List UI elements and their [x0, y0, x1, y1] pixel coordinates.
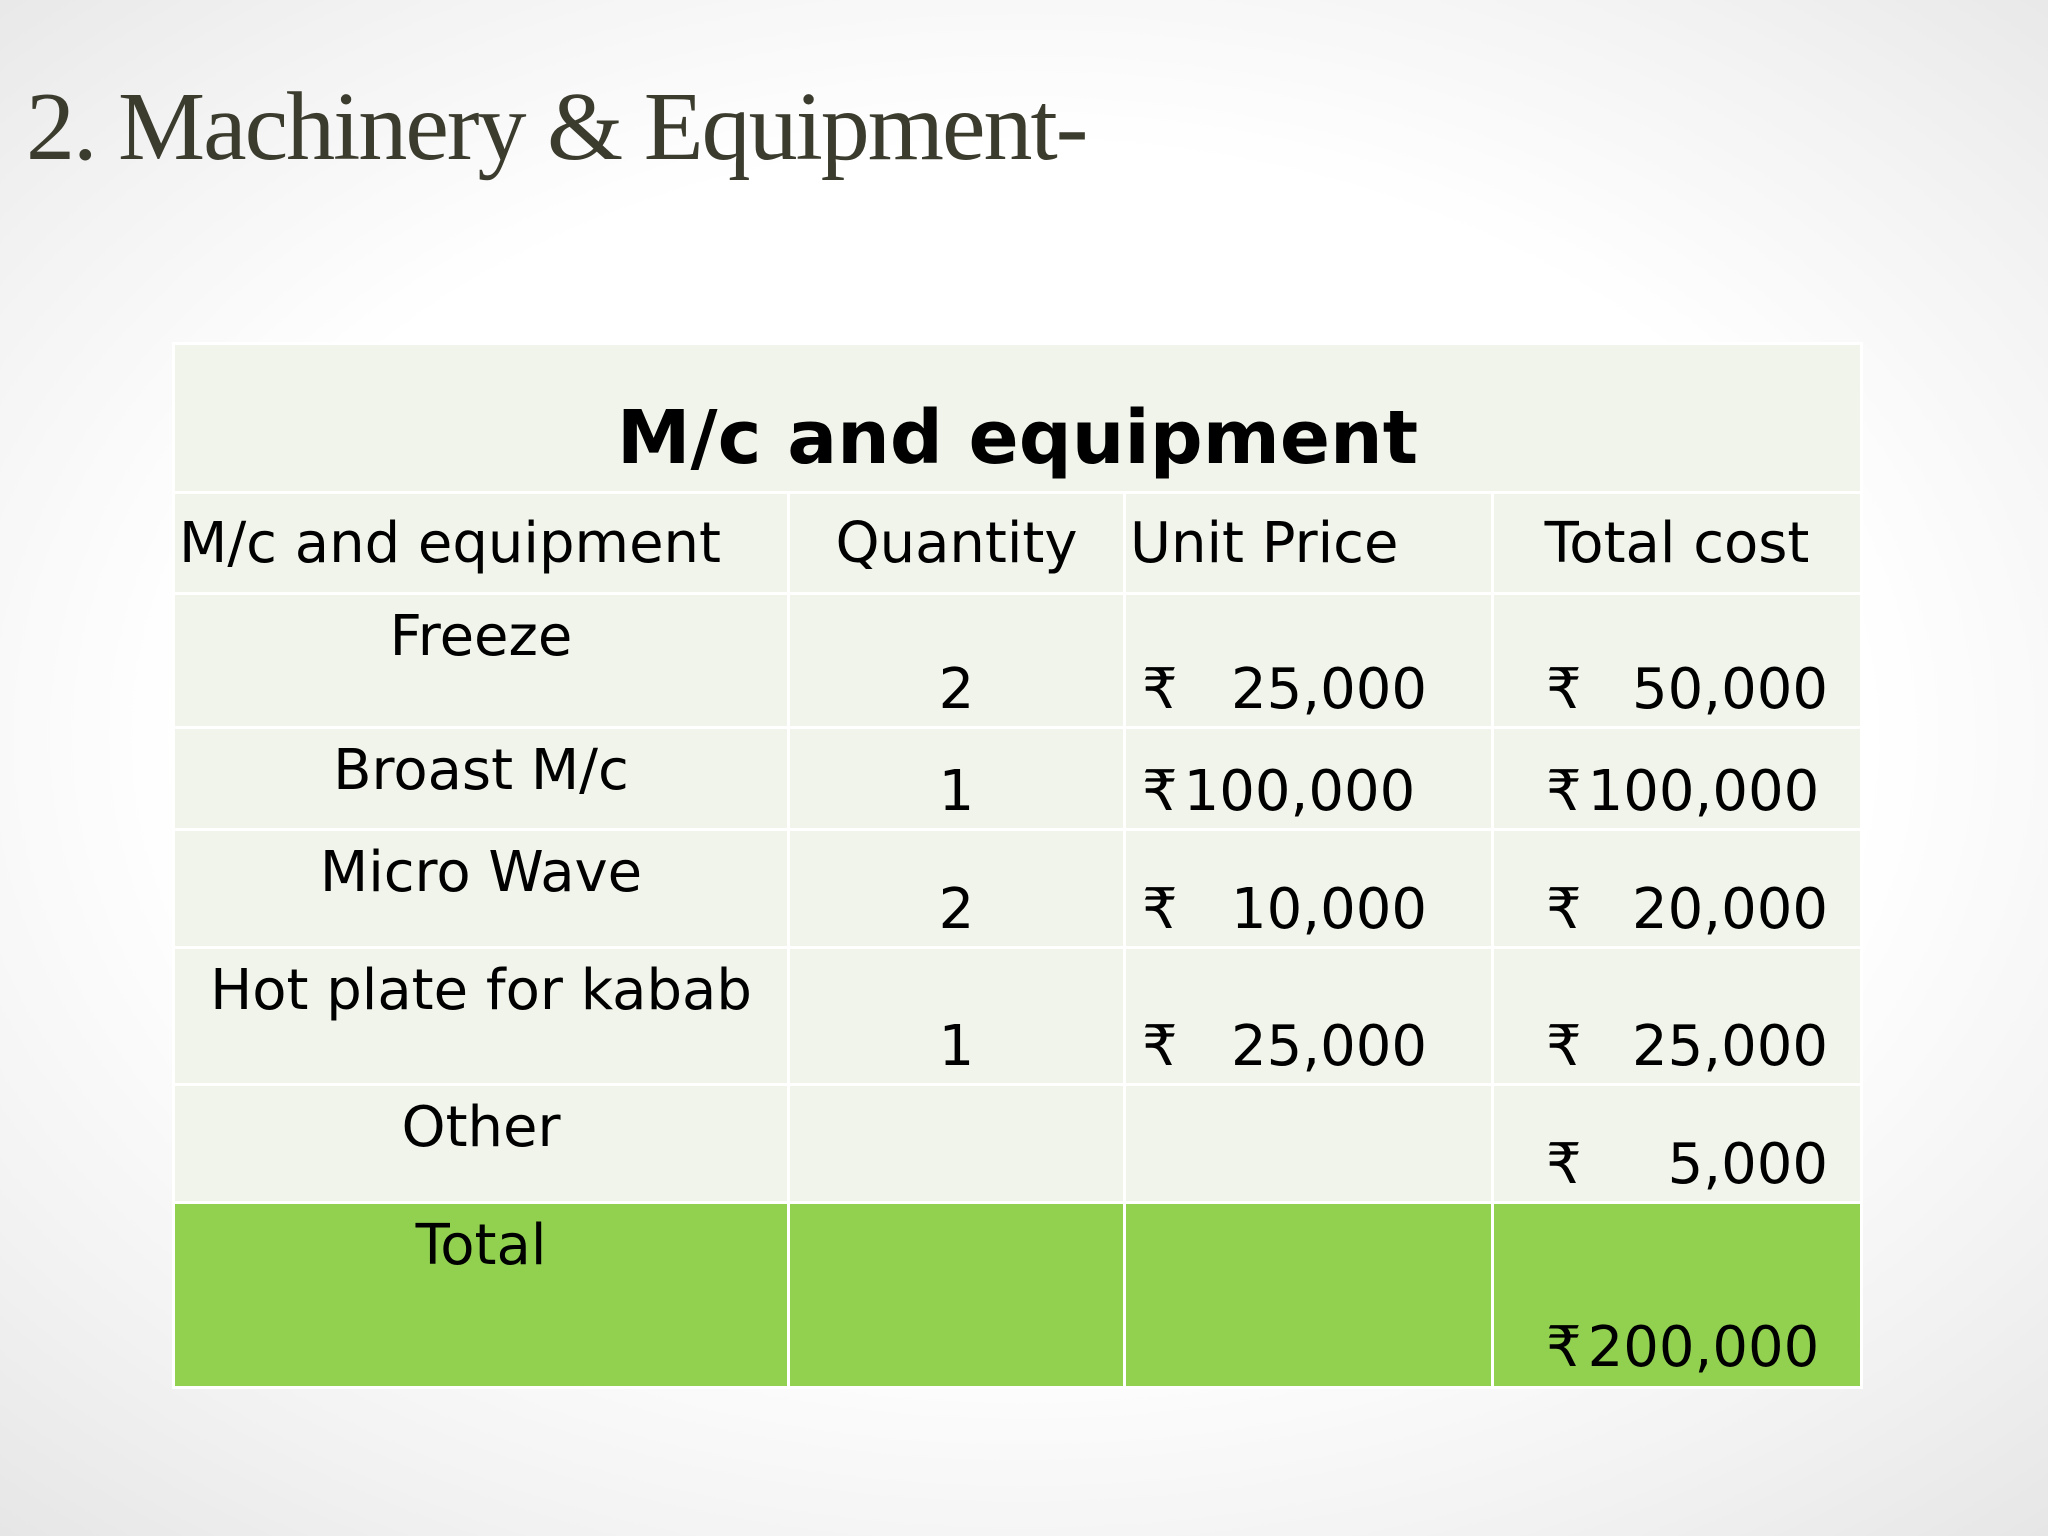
row-total-cost: [1493, 728, 1862, 830]
total-label: Total: [174, 1203, 789, 1388]
currency-symbol: ₹: [1142, 877, 1178, 942]
total-cost-value: 5,000: [1667, 1132, 1828, 1197]
table-row: [174, 594, 1862, 728]
row-name: Other: [174, 1085, 789, 1203]
header-quantity: Quantity: [789, 493, 1125, 594]
currency-symbol: ₹: [1142, 1014, 1178, 1079]
row-name: Freeze: [174, 594, 789, 728]
currency-symbol: ₹: [1546, 1315, 1582, 1380]
row-quantity: 1: [789, 948, 1125, 1085]
table-caption-row: [174, 344, 1862, 493]
row-unit-price: [1125, 728, 1493, 830]
unit-price-value: 25,000: [1231, 657, 1427, 722]
table-row: [174, 728, 1862, 830]
total-cost-value: 20,000: [1632, 877, 1828, 942]
table-row: [174, 1085, 1862, 1203]
unit-price-value: 25,000: [1231, 1014, 1427, 1079]
currency-symbol: ₹: [1546, 759, 1582, 824]
table-row: [174, 830, 1862, 948]
currency-symbol: ₹: [1546, 657, 1582, 722]
header-name: M/c and equipment: [174, 493, 789, 594]
table-row: [174, 948, 1862, 1085]
row-unit-price: [1125, 1085, 1493, 1203]
currency-symbol: ₹: [1546, 1132, 1582, 1197]
row-quantity: [789, 1085, 1125, 1203]
total-unit-price-empty: [1125, 1203, 1493, 1388]
slide-title: 2. Machinery & Equipment-: [26, 73, 1087, 181]
header-total-cost: Total cost: [1493, 493, 1862, 594]
equipment-table: [172, 342, 1863, 1389]
unit-price-value: 100,000: [1183, 759, 1416, 824]
row-name: Micro Wave: [174, 830, 789, 948]
currency-symbol: ₹: [1546, 1014, 1582, 1079]
row-quantity: 2: [789, 830, 1125, 948]
row-unit-price: [1125, 830, 1493, 948]
currency-symbol: ₹: [1546, 877, 1582, 942]
header-unit-price: Unit Price: [1125, 493, 1493, 594]
unit-price-value: 10,000: [1231, 877, 1427, 942]
row-unit-price: [1125, 948, 1493, 1085]
total-quantity-empty: [789, 1203, 1125, 1388]
row-quantity: 1: [789, 728, 1125, 830]
row-total-cost: [1493, 594, 1862, 728]
row-name: Broast M/c: [174, 728, 789, 830]
table-caption: M/c and equipment: [174, 344, 1862, 493]
row-unit-price: [1125, 594, 1493, 728]
table-header-row: [174, 493, 1862, 594]
table-total-row: [174, 1203, 1862, 1388]
currency-symbol: ₹: [1142, 759, 1178, 824]
row-quantity: 2: [789, 594, 1125, 728]
total-cost-value: 100,000: [1587, 759, 1820, 824]
total-cost-grand: [1493, 1203, 1862, 1388]
grand-total-value: 200,000: [1587, 1315, 1820, 1380]
total-cost-value: 50,000: [1632, 657, 1828, 722]
total-cost-value: 25,000: [1632, 1014, 1828, 1079]
row-total-cost: [1493, 1085, 1862, 1203]
row-name: Hot plate for kabab: [174, 948, 789, 1085]
row-total-cost: [1493, 948, 1862, 1085]
currency-symbol: ₹: [1142, 657, 1178, 722]
row-total-cost: [1493, 830, 1862, 948]
